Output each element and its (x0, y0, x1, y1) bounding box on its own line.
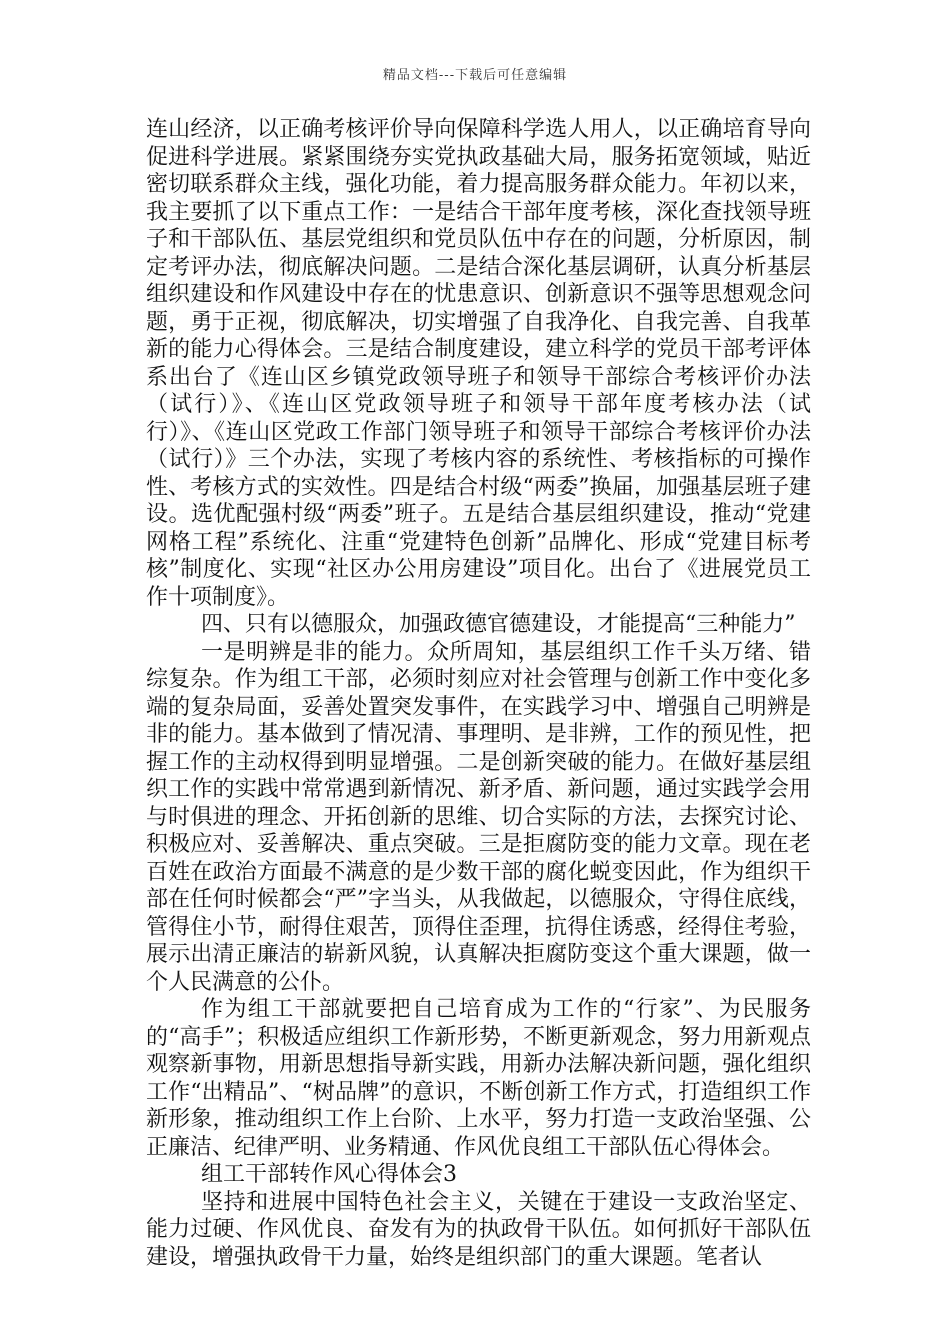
page-header: 精品文档---下载后可任意编辑 (382, 68, 568, 83)
paragraph-expert-cadre: 作为组工干部就要把自己培育成为工作的“行家”、为民服务的“高手”；积极适应组织工作新形势，不断更新观念，努力用新观点观察新事物，用新思想指导新实践，用新办法解决新问题，强化组织工作“出精品”、“树品牌”的意识，不断创新工作方式，打造组织工作新形象，推动组织工作上台阶、上水平，努力打造一支政治坚强、公正廉洁、纪律严明、业务精通、作风优良组工干部队伍心得体会。 (146, 997, 811, 1160)
paragraph-1: 连山经济，以正确考核评价导向保障科学选人用人，以正确培育导向促进科学进展。紧紧围绕夯实党执政基础大局，服务拓宽领域，贴近密切联系群众主线，强化功能，着力提高服务群众能力。年初以来，我主要抓了以下重点工作：一是结合干部年度考核，深化查找领导班子和干部队伍、基层党组织和党员队伍中存在的问题，分析原因，制定考评办法，彻底解决问题。二是结合深化基层调研，认真分析基层组织建设和作风建设中存在的忧患意识、创新意识不强等思想观念问题，勇于正视，彻底解决，切实增强了自我净化、自我完善、自我革新的能力心得体会。三是结合制度建设，建立科学的党员干部考评体系出台了《连山区乡镇党政领导班子和领导干部综合考核评价办法（试行）》、《连山区党政领导班子和领导干部年度考核办法（试行）》、《连山区党政工作部门领导班子和领导干部综合考核评价办法（试行）》三个办法，实现了考核内容的系统性、考核指标的可操作性、考核方式的实效性。四是结合村级“两委”换届，加强基层班子建设。选优配强村级“两委”班子。五是结合基层组织建设，推动“党建网格工程”系统化、注重“党建特色创新”品牌化、形成“党建目标考核”制度化、实现“社区办公用房建设”项目化。出台了《进展党员工作十项制度》。 (146, 117, 811, 610)
article-title-3: 组工干部转作风心得体会3 (201, 1162, 457, 1187)
section-heading-4: 四、只有以德服众，加强政德官德建设，才能提高“三种能力” (201, 612, 796, 637)
document-body (146, 116, 811, 1271)
paragraph-three-abilities: 一是明辨是非的能力。众所周知，基层组织工作千头万绪、错综复杂。作为组工干部，必须时刻应对社会管理与创新工作中变化多端的复杂局面，妥善处置突发事件，在实践学习中、增强自己明辨是非的能力。基本做到了情况清、事理明、是非辨，工作的预见性，把握工作的主动权得到明显增强。二是创新突破的能力。在做好基层组织工作的实践中常常遇到新情况、新矛盾、新问题，通过实践学会用与时俱进的理念、开拓创新的思维、切合实际的方法，去探究讨论、积极应对、妥善解决、重点突破。三是拒腐防变的能力文章。现在老百姓在政治方面最不满意的是少数干部的腐化蜕变因此，作为组织干部在任何时候都会“严”字当头，从我做起，以德服众，守得住底线，管得住小节，耐得住艰苦，顶得住歪理，抗得住诱惑，经得住考验，展示出清正廉洁的崭新风貌，认真解决拒腐防变这个重大课题，做一个人民满意的公仆。 (146, 639, 811, 995)
paragraph-article-3-intro: 坚持和进展中国特色社会主义，关键在于建设一支政治坚定、能力过硬、作风优良、奋发有为的执政骨干队伍。如何抓好干部队伍建设，增强执政骨干力量，始终是组织部门的重大课题。笔者认 (146, 1189, 811, 1270)
